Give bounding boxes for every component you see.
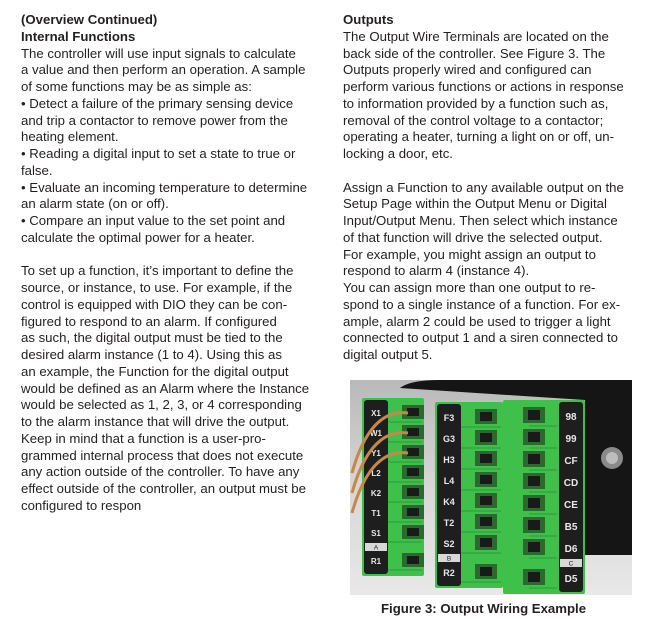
text-line: • Evaluate an incoming temperature to determine xyxy=(21,179,308,195)
text-line: an example, the Function for the digital output xyxy=(21,363,289,379)
terminal-label: D6 xyxy=(564,544,578,555)
text-line: and trip a contactor to remove power from the xyxy=(21,112,288,128)
text-line: To set up a function, it’s important to define the xyxy=(21,263,294,279)
text-line: grammed internal process that does not execute xyxy=(21,447,304,463)
terminal-screw-slot xyxy=(480,517,492,526)
terminal-block-c xyxy=(503,400,585,594)
text-line: of some functions may be as simple as: xyxy=(21,79,252,94)
text-line: You can assign more than one output to re- xyxy=(343,280,596,295)
terminal-screw-slot xyxy=(407,528,419,536)
text-line: control is equipped with DIO they can be con- xyxy=(21,296,288,312)
terminal-label: F3 xyxy=(443,413,455,423)
terminal-screw-slot xyxy=(480,454,492,463)
section-heading-outputs: Outputs xyxy=(343,12,394,27)
internal-functions-paragraph xyxy=(21,46,339,247)
terminal-label: W1 xyxy=(370,429,382,438)
terminal-block-b xyxy=(435,402,503,588)
terminal-label: R2 xyxy=(443,568,455,578)
block-tag: C xyxy=(568,560,574,568)
text-line: Keep in mind that a function is a user-pro- xyxy=(21,430,266,446)
text-line: effect outside of the controller, an output must be xyxy=(21,481,306,496)
text-line: a value and then perform an operation. A sample xyxy=(21,62,306,78)
terminal-label: S2 xyxy=(443,539,455,549)
paragraph-gap xyxy=(21,247,339,264)
text-line: source, or instance, to use. For example, if the xyxy=(21,280,293,295)
text-line: as such, the digital output must be tied to the xyxy=(21,330,283,346)
text-line: any action outside of the controller. To have any xyxy=(21,464,300,480)
terminal-screw-slot xyxy=(407,488,419,496)
terminal-screw-slot xyxy=(528,476,540,486)
text-line: perform various functions or actions in response xyxy=(343,79,624,94)
terminal-screw-slot xyxy=(407,508,419,516)
text-line: ample, alarm 2 could be used to trigger a light xyxy=(343,313,611,329)
text-line: figured to respond to an alarm. If configured xyxy=(21,313,277,329)
terminal-label: X1 xyxy=(371,409,381,418)
figure-caption: Figure 3: Output Wiring Example xyxy=(381,601,587,616)
right-column xyxy=(343,12,655,364)
text-line: Input/Output Menu. Then select which instance xyxy=(343,213,618,228)
text-line: Assign a Function to any available output on the xyxy=(343,179,624,195)
screw-head xyxy=(606,452,618,464)
text-line: back side of the controller. See Figure 3. The xyxy=(343,45,606,61)
text-line: would be selected as 1, 2, 3, or 4 corresponding xyxy=(21,397,302,413)
text-line: The controller will use input signals to calculate xyxy=(21,45,296,61)
terminal-label: CE xyxy=(564,500,578,511)
left-column xyxy=(21,12,339,515)
text-line: digital output 5. xyxy=(343,347,433,362)
text-line: For example, you might assign an output to xyxy=(343,246,596,262)
terminal-screw-slot xyxy=(407,556,419,564)
text-line: operating a heater, turning a light on or off, un- xyxy=(343,129,615,145)
terminal-screw-slot xyxy=(528,542,540,552)
terminal-screw-slot xyxy=(407,468,419,476)
paragraph-gap xyxy=(343,163,655,180)
terminal-label: H3 xyxy=(443,455,455,465)
terminal-screw-slot xyxy=(480,538,492,547)
text-line: spond to a single instance of a function. For ex- xyxy=(343,296,621,312)
terminal-screw-slot xyxy=(528,520,540,530)
terminal-label: R1 xyxy=(370,557,382,566)
terminal-screw-slot xyxy=(407,408,419,416)
text-line: • Detect a failure of the primary sensing device xyxy=(21,95,294,111)
terminal-label: Y1 xyxy=(371,449,381,458)
terminal-label: 98 xyxy=(565,412,577,423)
terminal-block-a xyxy=(362,398,424,576)
terminal-screw-slot xyxy=(407,448,419,456)
text-line: respond to alarm 4 (instance 4). xyxy=(343,263,530,279)
outputs-paragraph xyxy=(343,29,655,163)
text-line: Outputs properly wired and configured can xyxy=(343,62,592,78)
terminal-screw-slot xyxy=(480,496,492,505)
terminal-screw-slot xyxy=(480,475,492,484)
terminal-label: T2 xyxy=(443,518,455,528)
terminal-label: G3 xyxy=(442,434,456,444)
section-heading-internal-functions: Internal Functions xyxy=(21,28,136,44)
terminal-label: CD xyxy=(563,478,579,489)
terminal-blocks-illustration xyxy=(350,380,632,595)
terminal-screw-slot xyxy=(480,567,492,576)
block-tag: A xyxy=(373,544,379,552)
text-line: to information provided by a function such as, xyxy=(343,95,609,111)
text-line: false. xyxy=(21,162,53,178)
terminal-screw-slot xyxy=(528,410,540,420)
text-line: of that function will drive the selected output. xyxy=(343,229,603,245)
terminal-label: B5 xyxy=(564,522,578,533)
terminal-label: K2 xyxy=(370,489,382,498)
text-line: heating element. xyxy=(21,129,119,145)
terminal-label: L2 xyxy=(371,469,381,478)
text-line: removal of the control voltage to a contactor; xyxy=(343,112,604,128)
terminal-label: K4 xyxy=(443,497,455,507)
terminal-label: 99 xyxy=(565,434,577,445)
terminal-screw-slot xyxy=(480,433,492,442)
text-line: desired alarm instance (1 to 4). Using this as xyxy=(21,347,282,362)
text-line: • Compare an input value to the set point and xyxy=(21,213,286,228)
terminal-label: D5 xyxy=(564,574,578,585)
terminal-label: S1 xyxy=(371,529,381,538)
text-line: • Reading a digital input to set a state to true or xyxy=(21,146,296,161)
terminal-label: L4 xyxy=(443,476,455,486)
text-line: would be defined as an Alarm where the Instance xyxy=(21,380,310,396)
terminal-label: T1 xyxy=(371,509,381,518)
terminal-screw-slot xyxy=(528,498,540,508)
terminal-label: CF xyxy=(564,456,578,467)
text-line: to the alarm instance that will drive the output. xyxy=(21,414,290,429)
text-line: connected to output 1 and a siren connected to xyxy=(343,330,618,346)
text-line: configured to respon xyxy=(21,497,142,513)
output-wiring-photo xyxy=(350,380,632,595)
terminal-screw-slot xyxy=(528,572,540,582)
text-line: Setup Page within the Output Menu or Digital xyxy=(343,196,607,212)
text-line: an alarm state (on or off). xyxy=(21,196,169,212)
text-line: The Output Wire Terminals are located on the xyxy=(343,28,609,44)
terminal-screw-slot xyxy=(480,412,492,421)
assign-function-paragraph xyxy=(343,180,655,364)
terminal-screw-slot xyxy=(407,428,419,436)
text-line: locking a door, etc. xyxy=(343,146,453,161)
continued-label: (Overview Continued) xyxy=(21,12,158,27)
text-line: calculate the optimal power for a heater. xyxy=(21,229,255,245)
block-tag: B xyxy=(446,555,452,563)
terminal-screw-slot xyxy=(528,432,540,442)
function-setup-paragraph xyxy=(21,263,339,514)
terminal-screw-slot xyxy=(528,454,540,464)
